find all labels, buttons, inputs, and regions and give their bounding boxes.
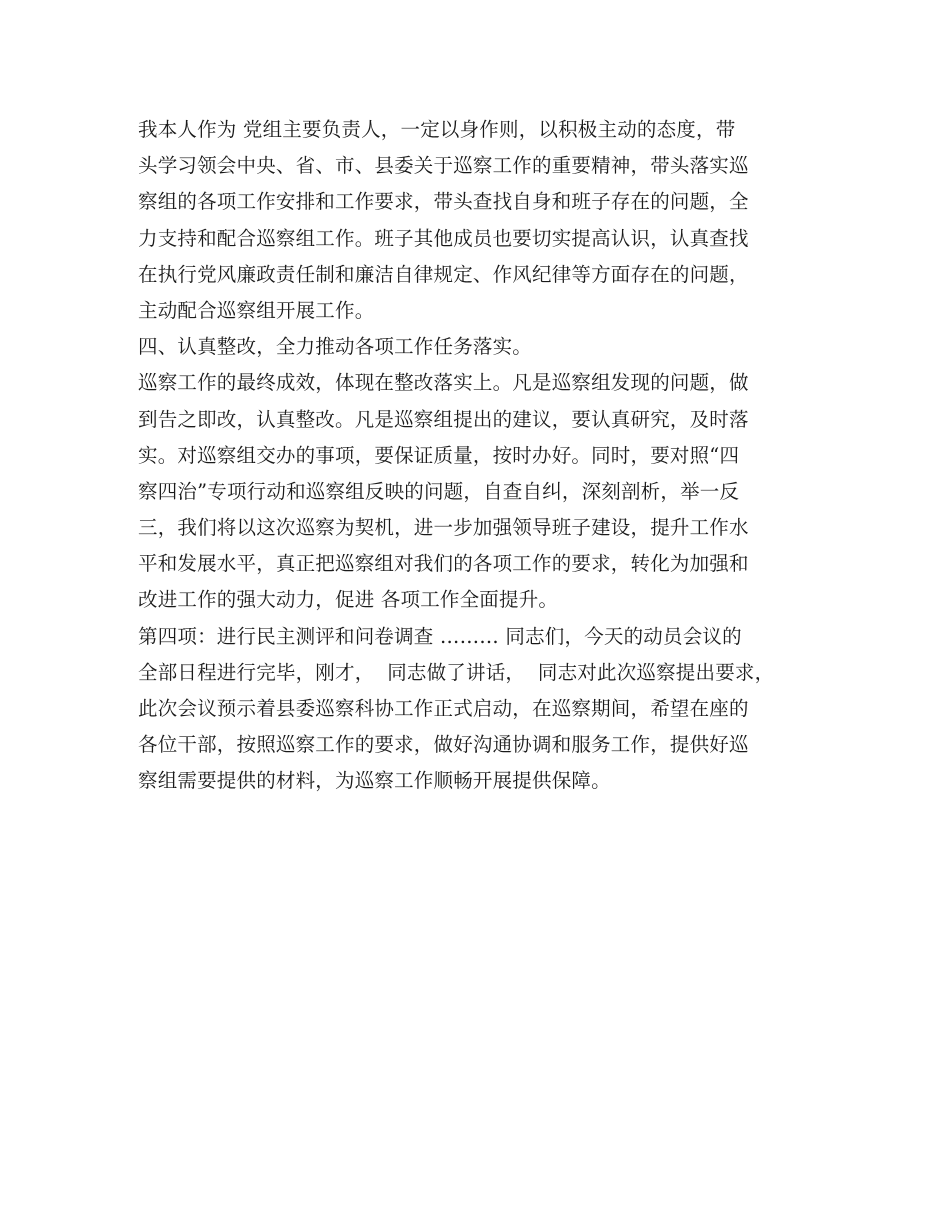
section-heading: 四、认真整改，全力推动各项工作任务落实。 [138, 335, 533, 359]
text-line: 第四项：进行民主测评和问卷调查 ……… 同志们，今天的动员会议的 [138, 624, 742, 648]
text-line: 察组的各项工作安排和工作要求，带头查找自身和班子存在的问题，全 [138, 190, 749, 214]
text-line: 我本人作为 党组主要负责人，一定以身作则，以积极主动的态度，带 [138, 118, 736, 141]
text-line: 头学习领会中央、省、市、县委关于巡察工作的重要精神，带头落实巡 [138, 154, 749, 178]
text-line: 此次会议预示着县委巡察科协工作正式启动，在巡察期间，希望在座的 [138, 697, 749, 720]
text-line: 平和发展水平，真正把巡察组对我们的各项工作的要求，转化为加强和 [138, 552, 749, 576]
text-line: 三，我们将以这次巡察为契机，进一步加强领导班子建设，提升工作水 [138, 516, 749, 540]
text-line: 察组需要提供的材料，为巡察工作顺畅开展提供保障。 [138, 769, 611, 793]
document-body [138, 112, 818, 800]
text-line: 在执行党风廉政责任制和廉洁自律规定、作风纪律等方面存在的问题， [138, 262, 749, 286]
text-line: 力支持和配合巡察组工作。班子其他成员也要切实提高认识，认真查找 [138, 226, 749, 250]
text-line: 主动配合巡察组开展工作。 [138, 298, 375, 322]
text-line: 改进工作的强大动力，促进 各项工作全面提升。 [138, 588, 559, 612]
text-line: 巡察工作的最终成效，体现在整改落实上。凡是巡察组发现的问题，做 [138, 371, 749, 395]
text-line: 实。对巡察组交办的事项，要保证质量，按时办好。同时，要对照“四 [138, 443, 740, 467]
text-line: 各位干部，按照巡察工作的要求，做好沟通协调和服务工作，提供好巡 [138, 733, 749, 757]
text-line: 到告之即改，认真整改。凡是巡察组提出的建议，要认真研究，及时落 [138, 407, 749, 431]
text-line: 全部日程进行完毕，刚才， 同志做了讲话， 同志对此次巡察提出要求， [138, 660, 775, 684]
text-line: 察四治”专项行动和巡察组反映的问题，自查自纠，深刻剖析，举一反 [138, 479, 740, 503]
